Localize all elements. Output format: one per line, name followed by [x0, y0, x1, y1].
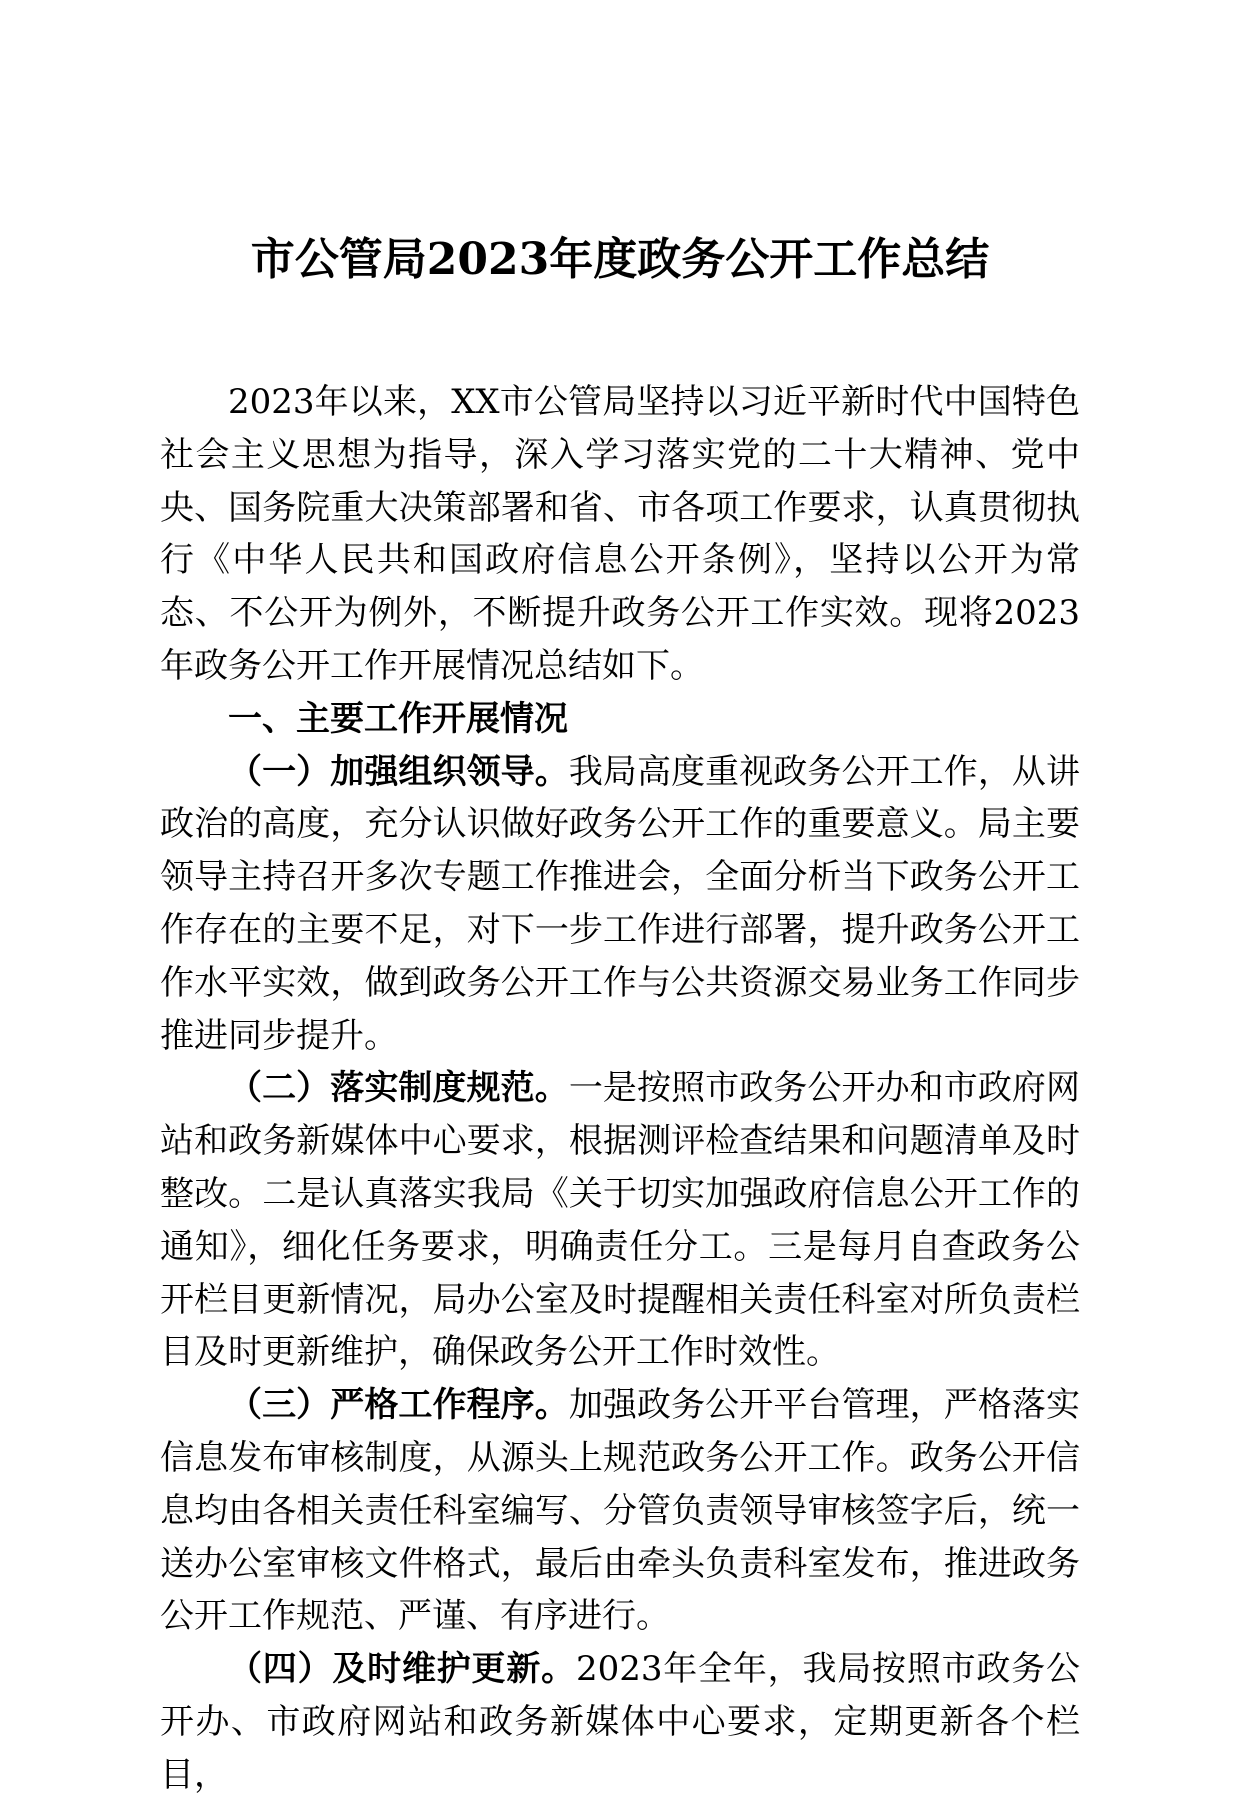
document-body [160, 376, 1080, 1802]
item-text-organization: 我局高度重视政务公开工作，从讲政治的高度，充分认识做好政务公开工作的重要意义。局主要领导主持召开多次专题工作推进会，全面分析当下政务公开工作存在的主要不足，对下一步工作进行部署，提升政务公开工作水平实效，做到政务公开工作与公共资源交易业务工作同步推进同步提升。 [160, 751, 1081, 1056]
item-text-procedure: 加强政务公开平台管理，严格落实信息发布审核制度，从源头上规范政务公开工作。政务公开信息均由各相关责任科室编写、分管负责领导审核签字后，统一送办公室审核文件格式，最后由牵头负责科室发布，推进政务公开工作规范、严谨、有序进行。 [160, 1385, 1081, 1637]
document-title: 市公管局2023年度政务公开工作总结 [250, 234, 990, 285]
item-paragraph-procedure [160, 1379, 1080, 1643]
item-paragraph-organization [160, 746, 1080, 1063]
item-text-system: 一是按照市政务公开办和市政府网站和政务新媒体中心要求，根据测评检查结果和问题清单及时整改。二是认真落实我局《关于切实加强政府信息公开工作的通知》，细化任务要求，明确责任分工。三是每月自查政务公开栏目更新情况，局办公室及时提醒相关责任科室对所负责栏目及时更新维护，确保政务公开工作时效性。 [160, 1068, 1081, 1373]
item-heading-organization: （一）加强组织领导。 [228, 751, 569, 792]
item-paragraph-system [160, 1062, 1080, 1379]
item-paragraph-maintenance [160, 1643, 1080, 1801]
item-text-maintenance: 2023年全年，我局按照市政务公开办、市政府网站和政务新媒体中心要求，定期更新各个栏目， [160, 1649, 1081, 1795]
section-heading-main-work: 一、主要工作开展情况 [228, 698, 568, 739]
intro-paragraph: 2023年以来，XX市公管局坚持以习近平新时代中国特色社会主义思想为指导，深入学习落实党的二十大精神、党中央、国务院重大决策部署和省、市各项工作要求，认真贯彻执行《中华人民共和国政府信息公开条例》，坚持以公开为常态、不公开为例外，不断提升政务公开工作实效。现将2023年政务公开工作开展情况总结如下。 [160, 382, 1080, 686]
item-heading-maintenance: （四）及时维护更新。 [228, 1649, 576, 1690]
item-heading-procedure: （三）严格工作程序。 [228, 1385, 569, 1426]
item-heading-system: （二）落实制度规范。 [228, 1068, 569, 1109]
